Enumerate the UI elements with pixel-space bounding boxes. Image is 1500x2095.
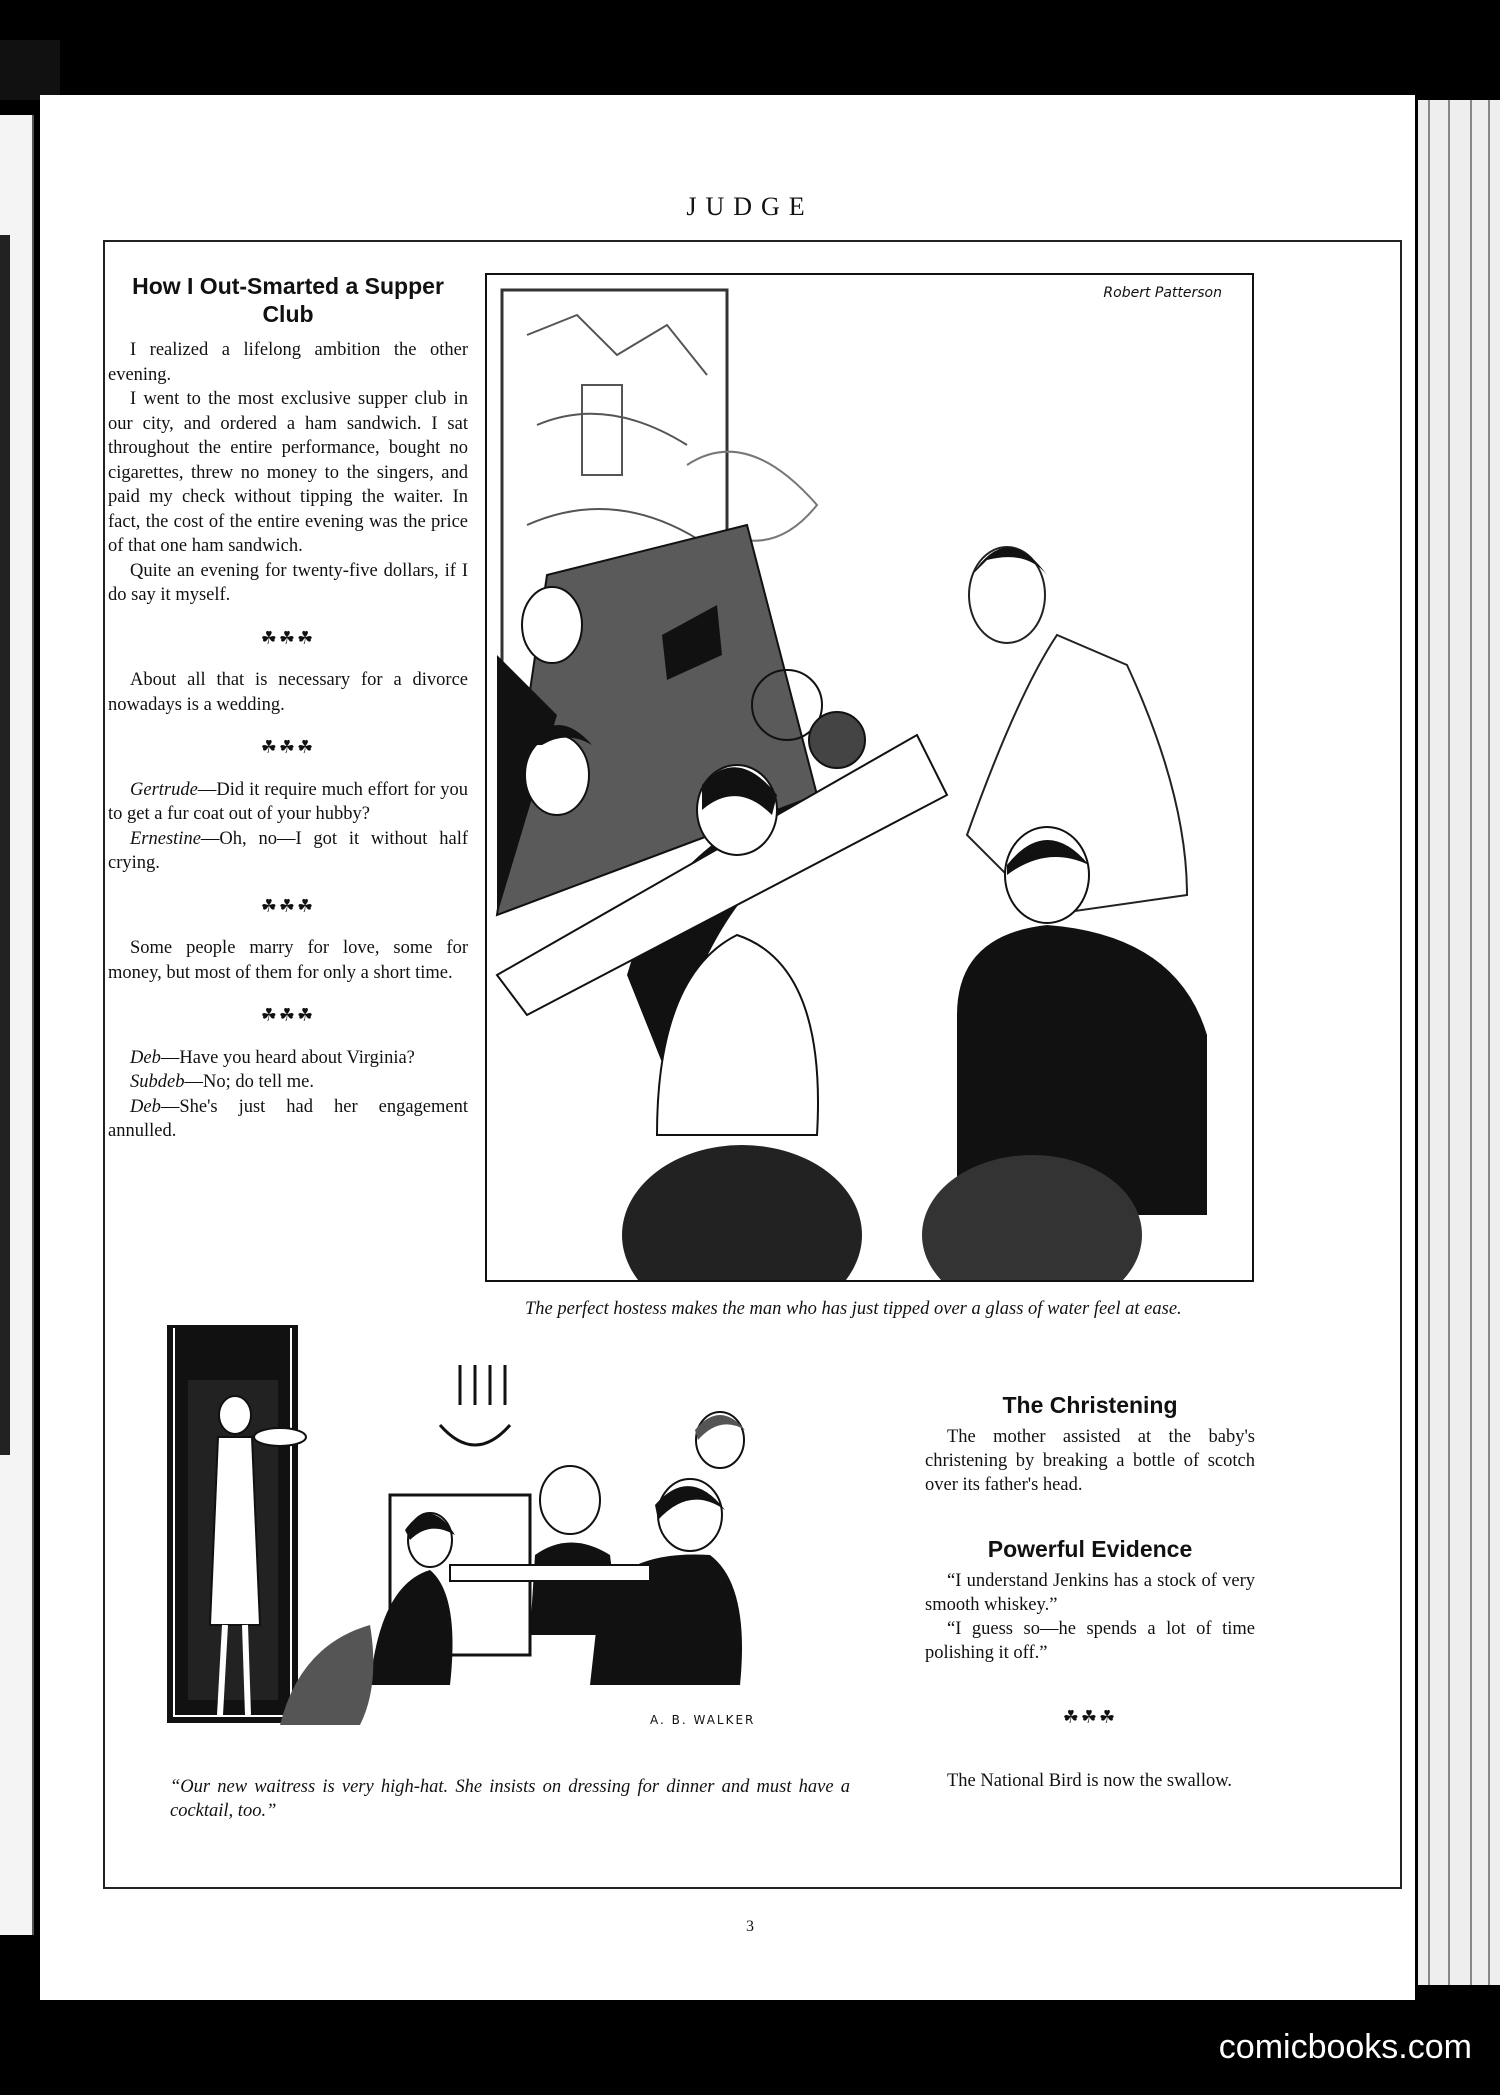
illustration-caption: “Our new waitress is very high-hat. She insists on dressing for dinner and must have a cocktail, too.” xyxy=(170,1777,850,1821)
dialogue-line xyxy=(108,778,468,827)
site-watermark: comicbooks.com xyxy=(1218,2028,1472,2066)
speaker: Deb xyxy=(130,1047,161,1068)
line-text: —Have you heard about Virginia? xyxy=(160,1047,415,1068)
paragraph: The National Bird is now the swallow. xyxy=(947,1771,1232,1791)
illustration-drawing xyxy=(130,1325,875,1735)
waitress-illustration xyxy=(130,1325,875,1735)
speaker: Gertrude xyxy=(130,779,198,800)
dialogue-line xyxy=(108,1095,468,1144)
scan-artifact xyxy=(0,40,60,100)
right-column xyxy=(925,1393,1255,1793)
speaker: Ernestine xyxy=(130,828,201,849)
article-title: The Christening xyxy=(1002,1392,1178,1418)
ornament: ☘☘☘ xyxy=(1062,1707,1118,1727)
line-text: —No; do tell me. xyxy=(184,1072,314,1092)
paragraph: “I guess so—he spends a lot of time polishing it off.” xyxy=(925,1619,1255,1663)
article-title: Powerful Evidence xyxy=(987,1536,1193,1562)
book-binding xyxy=(0,115,34,1935)
article-title: How I Out-Smarted a Supper Club xyxy=(132,273,444,327)
line-text: —Oh, no—I got it without half crying. xyxy=(108,828,468,873)
dinner-party-illustration xyxy=(485,273,1254,1282)
illustration-drawing xyxy=(487,275,1252,1280)
masthead: JUDGE xyxy=(686,192,814,221)
page-number: 3 xyxy=(746,1918,754,1935)
line-text: —She's just had her engagement annulled. xyxy=(108,1096,468,1141)
line-text: —Did it require much effort for you to get a fur coat out of your hubby? xyxy=(108,779,468,824)
artist-signature: Robert Patterson xyxy=(1103,285,1222,301)
paragraph: Quite an evening for twenty-five dollars, if I do say it myself. xyxy=(108,560,468,605)
joke: About all that is necessary for a divorce nowadays is a wedding. xyxy=(108,670,468,715)
illustration-caption: The perfect hostess makes the man who has just tipped over a glass of water feel at ease. xyxy=(525,1299,1182,1319)
dialogue-line xyxy=(108,1070,468,1095)
ornament: ☘☘☘ xyxy=(260,627,316,648)
ornament: ☘☘☘ xyxy=(260,737,316,757)
paragraph: I realized a lifelong ambition the other evening. xyxy=(108,340,468,385)
joke: Some people marry for love, some for money, but most of them for only a short time. xyxy=(108,938,468,983)
artist-signature: A. B. WALKER xyxy=(650,1713,756,1727)
dialogue-line xyxy=(108,1046,468,1071)
dialogue-line xyxy=(108,827,468,876)
page-stack xyxy=(1418,100,1500,1985)
speaker: Subdeb xyxy=(130,1072,185,1092)
ornament: ☘☘☘ xyxy=(260,895,316,916)
paragraph: “I understand Jenkins has a stock of very smooth whiskey.” xyxy=(925,1571,1255,1615)
paragraph: I went to the most exclusive supper club in our city, and ordered a ham sandwich. I sat throughout the entire performance, bought no cigarettes, threw no money to the singers, and paid my check without tipping the waiter. In fact, the cost of the entire evening was the price of that one ham sandwich. xyxy=(108,389,468,556)
speaker: Deb xyxy=(130,1096,161,1117)
left-column xyxy=(108,272,468,1144)
ornament: ☘☘☘ xyxy=(260,1005,316,1025)
paragraph: The mother assisted at the baby's christening by breaking a bottle of scotch over its father's head. xyxy=(925,1427,1255,1495)
